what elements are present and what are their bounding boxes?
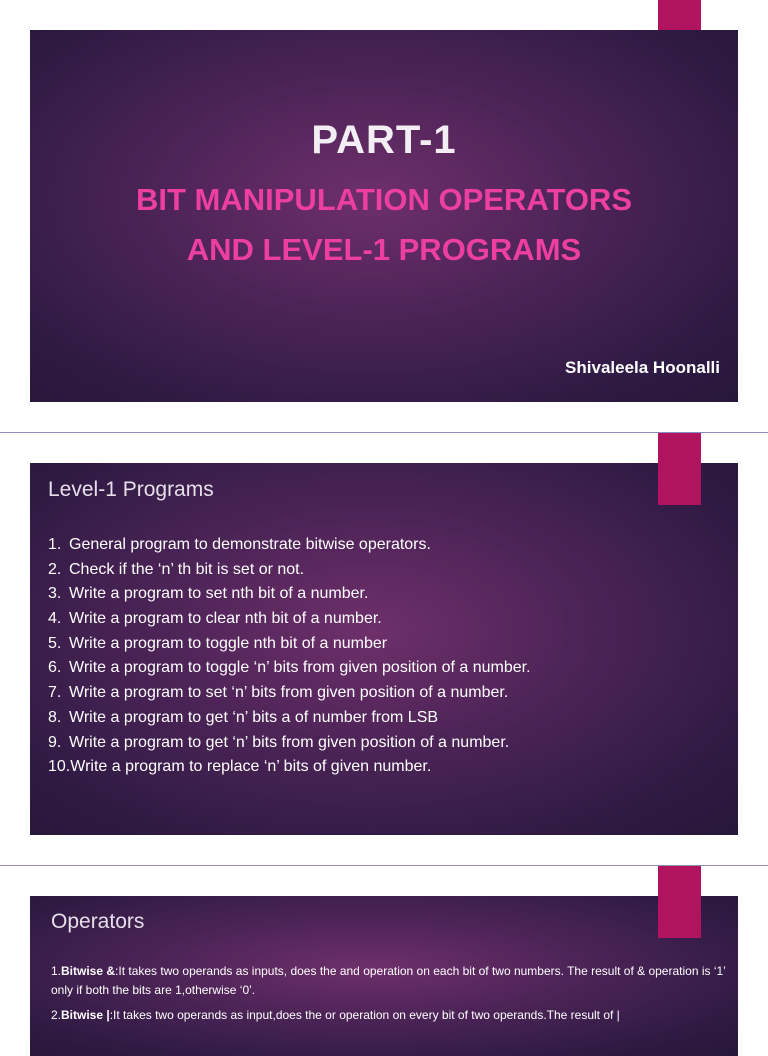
slide-subtitle-line1: BIT MANIPULATION OPERATORS (136, 182, 632, 217)
list-item: 6. Write a program to toggle ‘n’ bits from given position of a number. (48, 659, 531, 677)
operators-slide (30, 896, 738, 1056)
program-list (48, 533, 531, 780)
slide-divider (0, 432, 768, 433)
accent-tab (658, 866, 701, 938)
list-item: 3. Write a program to set nth bit of a number. (48, 585, 369, 603)
list-item: 7. Write a program to set ‘n’ bits from given position of a number. (48, 684, 509, 702)
list-item: 9. Write a program to get ‘n’ bits from given position of a number. (48, 733, 510, 751)
programs-slide (30, 463, 738, 835)
operator-description: 2.Bitwise |:It takes two operands as input,does the or operation on every bit of two operands.The result of | (51, 1008, 620, 1022)
list-item: 1. General program to demonstrate bitwise operators. (48, 536, 431, 553)
title-slide (30, 30, 738, 402)
slide-heading: Level-1 Programs (48, 478, 214, 501)
author-name: Shivaleela Hoonalli (565, 358, 720, 377)
slide-divider (0, 865, 768, 866)
list-item: 4. Write a program to clear nth bit of a number. (48, 610, 382, 628)
accent-tab (658, 433, 701, 505)
list-item: 10.Write a program to replace ‘n’ bits of given number. (48, 758, 432, 776)
list-item: 2. Check if the ‘n’ th bit is set or not. (48, 560, 305, 578)
slide-title: PART-1 (311, 118, 457, 162)
operator-description: 1.Bitwise &:It takes two operands as inputs, does the and operation on each bit of two numbers. The result of & operation is ‘1’ only if both the bits are 1,otherwise ‘0’. (51, 964, 726, 997)
slide-subtitle-line2: AND LEVEL-1 PROGRAMS (186, 232, 582, 267)
list-item: 8. Write a program to get ‘n’ bits a of number from LSB (48, 708, 439, 726)
list-item: 5. Write a program to toggle nth bit of a number (48, 634, 388, 652)
slide-heading: Operators (51, 910, 145, 933)
